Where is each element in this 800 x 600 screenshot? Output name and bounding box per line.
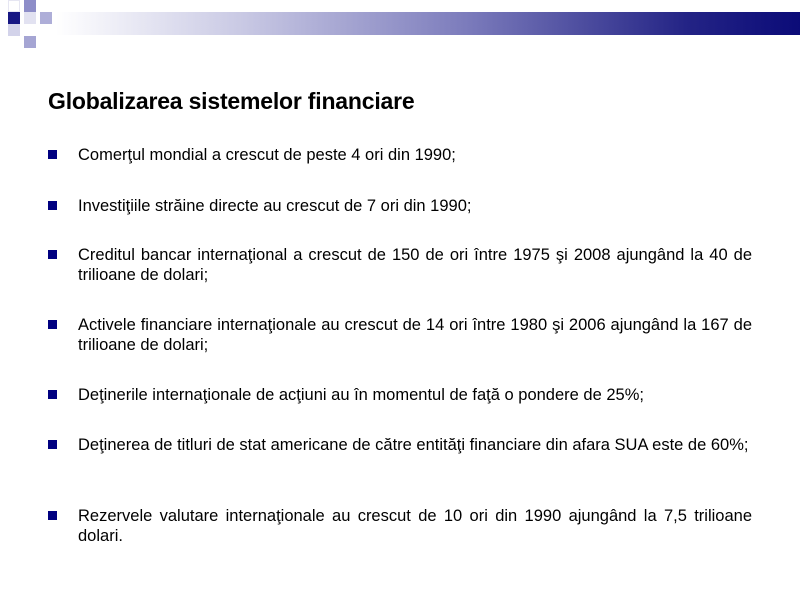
bullet-text: Creditul bancar internaţional a crescut de 150 de ori între 1975 şi 2008 ajungând la 40 de trilioane de dolari; — [78, 246, 752, 284]
bullet-item — [48, 196, 752, 216]
decorative-square — [24, 12, 36, 24]
bullet-text: Activele financiare internaţionale au crescut de 14 ori între 1980 şi 2006 ajungând la 167 de trilioane de dolari; — [78, 316, 752, 354]
bullet-item — [48, 145, 752, 165]
bullet-text: Investiţiile străine directe au crescut de 7 ori din 1990; — [78, 197, 472, 215]
bullet-item — [48, 435, 752, 455]
bullet-item — [48, 506, 752, 546]
square-bullet-icon — [48, 511, 57, 520]
square-bullet-icon — [48, 440, 57, 449]
square-bullet-icon — [48, 201, 57, 210]
bullet-text: Rezervele valutare internaţionale au crescut de 10 ori din 1990 ajungând la 7,5 trilioane dolari. — [78, 507, 752, 545]
bullet-text: Deţinerile internaţionale de acţiuni au în momentul de faţă o pondere de 25%; — [78, 386, 644, 404]
decorative-square — [8, 24, 20, 36]
slide-title: Globalizarea sistemelor financiare — [48, 88, 415, 114]
square-bullet-icon — [48, 320, 57, 329]
gradient-bar — [56, 12, 800, 35]
square-bullet-icon — [48, 390, 57, 399]
bullet-item — [48, 315, 752, 355]
decorative-square — [8, 0, 20, 12]
decorative-square — [24, 36, 36, 48]
decorative-square — [24, 0, 36, 12]
header-decoration — [0, 0, 800, 56]
bullet-text: Comerţul mondial a crescut de peste 4 ori din 1990; — [78, 146, 456, 164]
decorative-square — [8, 12, 20, 24]
bullet-item — [48, 385, 752, 405]
square-bullet-icon — [48, 250, 57, 259]
bullet-item — [48, 245, 752, 285]
bullet-text: Deţinerea de titluri de stat americane de către entităţi financiare din afara SUA este de 60%; — [78, 436, 749, 454]
decorative-square — [40, 12, 52, 24]
square-bullet-icon — [48, 150, 57, 159]
